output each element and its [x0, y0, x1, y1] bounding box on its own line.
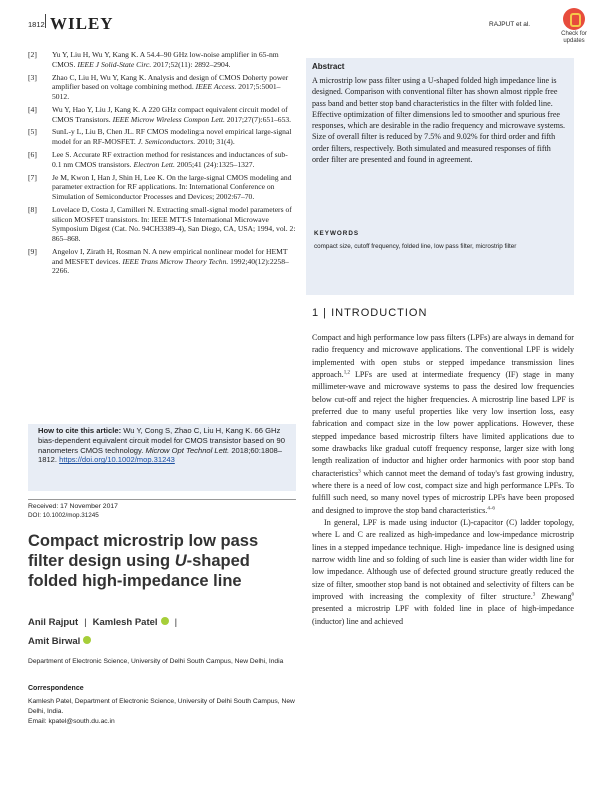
publisher-logo: WILEY: [50, 14, 114, 33]
divider: [28, 499, 296, 500]
email[interactable]: Email: kpatel@south.du.ac.in: [28, 717, 115, 725]
reference-item: [7] Je M, Kwon I, Han J, Shin H, Lee K. On the large-signal CMOS modeling and parameter extraction for RF applications. In: International Conference on Simulation of Semiconductor Processes and Devices; 2002:67–70.: [28, 172, 292, 202]
article-title: Compact microstrip low pass filter design using U-shaped folded high-impedance line: [28, 532, 259, 590]
header-divider: [45, 14, 46, 28]
cite-label: How to cite this article:: [38, 426, 122, 435]
reference-item: [9] Angelov I, Zirath H, Rosman N. A new empirical nonlinear model for HEMT and MESFET devices. IEEE Trans Microw Theory Techn. 1992;40(12):2258–2266.: [28, 246, 289, 276]
running-head: RAJPUT et al.: [489, 21, 531, 28]
badge-label-2: updates: [563, 38, 585, 44]
intro-body: [312, 332, 574, 628]
reference-item: [4] Wu Y, Hao Y, Liu J, Kang K. A 220 GHz compact equivalent circuit model of CMOS Transistors. IEEE Microw Wireless Compon Lett. 2017;27(7):651–653.: [28, 104, 292, 124]
correspondence: Kamlesh Patel, Department of Electronic Science, University of Delhi South Campus, New Delhi, India. Email: kpatel@south.du.ac.in: [28, 698, 295, 725]
reference-item: [3] Zhao C, Liu H, Wu Y, Kang K. Analysis and design of CMOS Doherty power amplifier based on voltage combining method. IEEE Access. 2017;5:5001–5012.: [28, 72, 289, 101]
bookmark-icon: [563, 8, 585, 30]
author-name[interactable]: Anil Rajput: [28, 617, 79, 628]
paragraph: Compact and high performance low pass filters (LPFs) are always in demand for radio frequency and microwave applications. The conventional LPF is widely implemented with open stubs or stepped impedance transmission lines approach.$^{1,2}$ LPFs are used at intermediate frequency (IF) stage in many millimeter-wave and microwave systems to pass the desired low frequencies below cut-off and reject the higher frequencies. A microstrip line based LPF is preferred due to many useful properties like very low insertion loss, easy fabrication and compact size in the low power applications. However, these stepped impedance based microstrip filters have limited applications due to some drawbacks like gradual cutoff frequency response, larger size with long length realization of inductor and higher order harmonics with poor stop band characteristics$^3$ which cannot meet the demand of today's fast growing industry, where there is a need of low cost, compact size and high performance LPFs. To fulfill such need, so many novel types of microstrip LPFs have been proposed and designed to improve the stop band characteristics.$^{4-6}$: [312, 333, 574, 515]
affiliation: Department of Electronic Science, University of Delhi South Campus, New Delhi, India: [28, 658, 284, 665]
paragraph: In general, LPF is made using inductor (L)-capacitor (C) ladder topology, where L and C are realized as high-impedance and low-impedance microstrip lines in a stepped impedance technique. High- impedance line is designed using narrow width line and so folding of such line is easier than wider width line for low impedance. Although use of defected ground structure greatly reduced the size of filter, smoother stop band is not obtained and selectivity of filters can be improved with increasing the complexity of filter structure.$^3$ Zhewang$^6$ presented a microstrip LPF with folded line in place of high-impedance (inductor) line and achieved: [312, 517, 575, 626]
author-name[interactable]: Amit Birwal: [28, 636, 81, 647]
badge-label-1: Check for: [561, 31, 587, 37]
keywords-heading: KEYWORDS: [314, 230, 360, 237]
check-for-updates-badge[interactable]: [558, 8, 590, 44]
doi-link[interactable]: https://doi.org/10.1002/mop.31243: [59, 455, 175, 465]
received-date: Received: 17 November 2017: [28, 503, 118, 510]
author-name[interactable]: Kamlesh Patel: [92, 617, 158, 628]
correspondence-heading: Correspondence: [28, 685, 84, 692]
how-to-cite-box: How to cite this article: Wu Y, Cong S, Zhao C, Liu H, Kang K. 66 GHz bias-dependent equivalent circuit model for CMOS transistor based on 90 nanometers CMOS technology. Microw Opt Technol Lett. 2018;60:1808–1812. https://doi.org/10.1002/mop.31243: [28, 424, 296, 491]
keywords: compact size, cutoff frequency, folded line, low pass filter, microstrip filter: [314, 243, 517, 250]
reference-item: [5] SunL-y L, Liu B, Chen JL. RF CMOS modeling:a novel empirical large-signal model for an RF-MOSFET. J. Semiconductors. 2010; 31(4).: [28, 127, 292, 147]
abstract-text: A microstrip low pass filter using a U-shaped folded high impedance line is designed. Comparison with conventional filter has shown almost ripple free pass band and better stop band characteristics in the filter with folded line. Effective optimization of filter dimensions led to smoother and spurious free responses, which are desirable in the radio frequency and microwave systems. Size of overall filter is reduced by 7.5% and 9.02% for third order and fifth order filters, respectively. Both simulated and measured responses of fifth order filter are presented and found in agreement.: [312, 76, 566, 165]
orcid-icon[interactable]: [161, 617, 169, 625]
doi-text: DOI: 10.1002/mop.31245: [28, 512, 99, 519]
reference-item: [2] Yu Y, Liu H, Wu Y, Kang K. A 54.4–90 GHz low-noise amplifier in 65-nm CMOS. IEEE J Solid-State Circ. 2017;52(11): 2892–2904.: [28, 50, 279, 69]
page-number: 1812: [28, 20, 45, 29]
author-list: Anil Rajput | Kamlesh Patel | Amit Birwal: [28, 617, 178, 647]
abstract-heading: Abstract: [312, 62, 345, 71]
reference-item: [6] Lee S. Accurate RF extraction method for resistances and inductances of sub-0.1 nm CMOS transistors. Electron Lett. 2005;41 (24):1325–1327.: [28, 150, 288, 169]
reference-list: [28, 50, 296, 279]
reference-item: [8] Lovelace D, Costa J, Camilleri N. Extracting small-signal model parameters of silicon MOSFET transistors. In: IEEE MTT-S International Microwave Symposium Digest (Cat. No. 94CH3389-4), San Diego, CA, USA; 1994, vol. 2: 865–868.: [28, 204, 296, 244]
section-heading: 1 | INTRODUCTION: [312, 307, 428, 319]
orcid-icon[interactable]: [83, 636, 91, 644]
